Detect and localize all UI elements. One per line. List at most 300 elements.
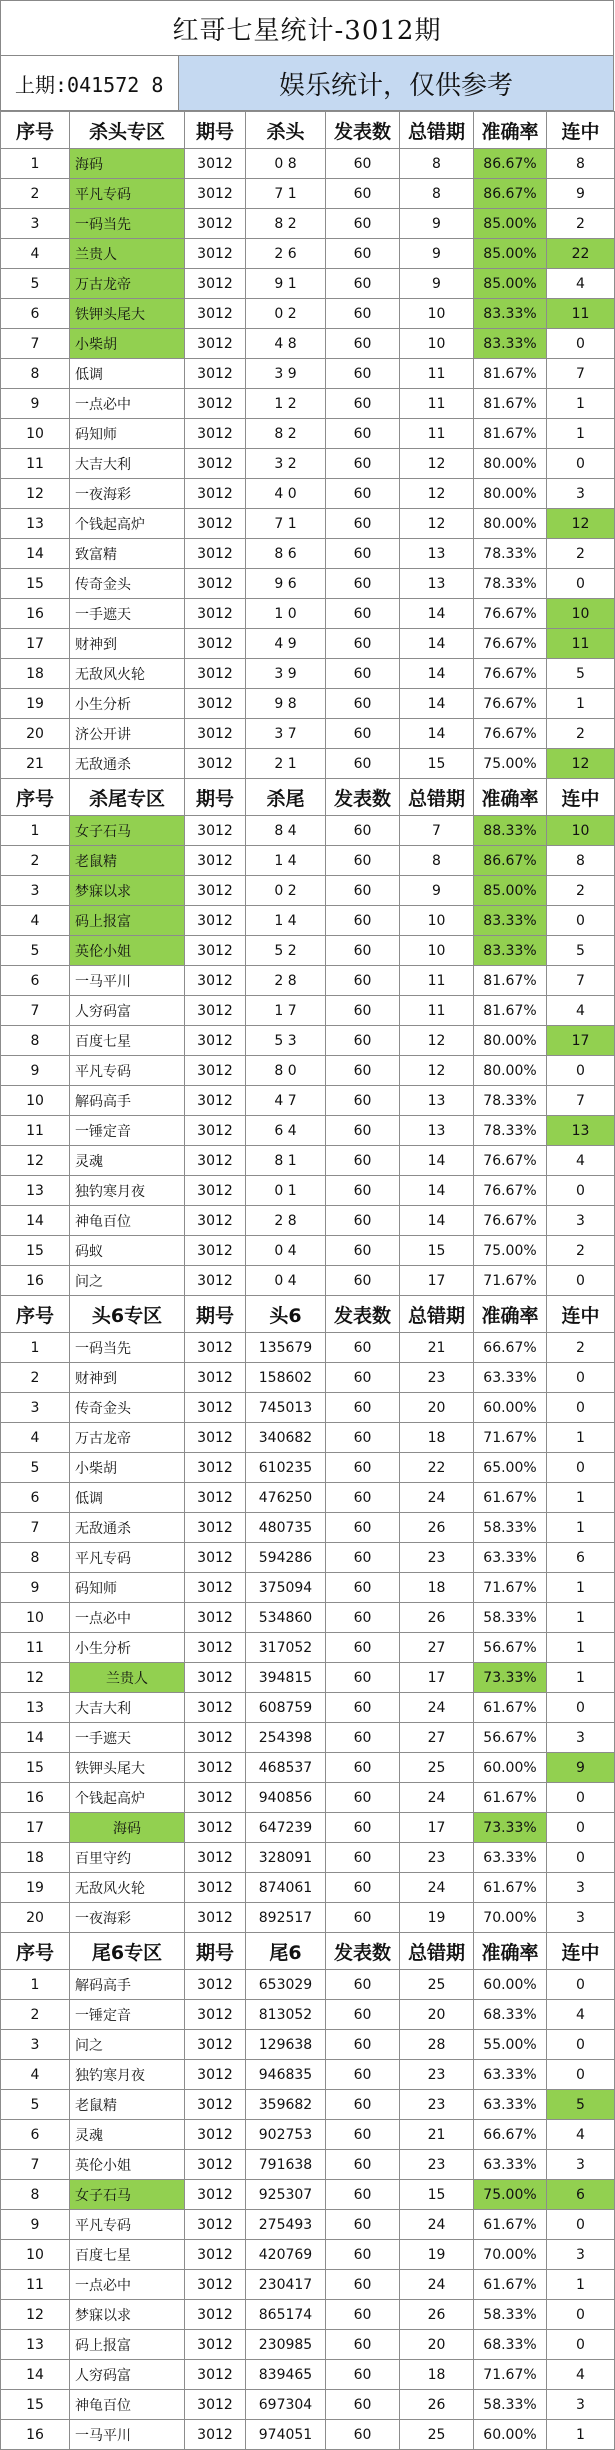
cell-miss: 14: [400, 659, 474, 689]
cell-rate: 66.67%: [474, 1333, 547, 1363]
cell-rate: 70.00%: [474, 1903, 547, 1933]
cell-value: 3 2: [246, 449, 326, 479]
cell-miss: 11: [400, 359, 474, 389]
cell-rate: 83.33%: [474, 299, 547, 329]
cell-rate: 81.67%: [474, 966, 547, 996]
cell-no: 16: [1, 2420, 70, 2450]
cell-value: 476250: [246, 1483, 326, 1513]
cell-rate: 61.67%: [474, 2210, 547, 2240]
cell-value: 1 4: [246, 906, 326, 936]
cell-no: 1: [1, 1333, 70, 1363]
cell-streak: 3: [547, 1903, 615, 1933]
table-row: [1, 1633, 615, 1663]
cell-period: 3012: [185, 1693, 246, 1723]
cell-value: 359682: [246, 2090, 326, 2120]
cell-streak: 0: [547, 449, 615, 479]
cell-value: 5 2: [246, 936, 326, 966]
section-header-row: [1, 112, 615, 149]
cell-value: 839465: [246, 2360, 326, 2390]
header-value: 杀尾: [246, 779, 326, 816]
cell-streak: 8: [547, 846, 615, 876]
cell-value: 653029: [246, 1970, 326, 2000]
table-row: [1, 1663, 615, 1693]
cell-period: 3012: [185, 1543, 246, 1573]
cell-no: 15: [1, 1236, 70, 1266]
cell-rate: 58.33%: [474, 2300, 547, 2330]
cell-name: 济公开讲: [70, 719, 185, 749]
cell-period: 3012: [185, 1116, 246, 1146]
cell-no: 4: [1, 2060, 70, 2090]
cell-count: 60: [326, 906, 400, 936]
cell-name: 个钱起高炉: [70, 1783, 185, 1813]
disclaimer-banner: 娱乐统计，仅供参考: [179, 56, 613, 110]
cell-no: 11: [1, 1116, 70, 1146]
table-row: [1, 2360, 615, 2390]
cell-value: 3 9: [246, 659, 326, 689]
cell-no: 18: [1, 659, 70, 689]
cell-miss: 21: [400, 2120, 474, 2150]
cell-miss: 17: [400, 1663, 474, 1693]
cell-count: 60: [326, 2150, 400, 2180]
cell-period: 3012: [185, 2270, 246, 2300]
cell-rate: 71.67%: [474, 2360, 547, 2390]
cell-count: 60: [326, 1056, 400, 1086]
cell-streak: 0: [547, 1783, 615, 1813]
cell-streak: 13: [547, 1116, 615, 1146]
cell-period: 3012: [185, 1146, 246, 1176]
cell-rate: 63.33%: [474, 2150, 547, 2180]
cell-value: 4 7: [246, 1086, 326, 1116]
cell-no: 10: [1, 419, 70, 449]
cell-miss: 18: [400, 1423, 474, 1453]
cell-rate: 80.00%: [474, 479, 547, 509]
table-row: [1, 966, 615, 996]
cell-no: 5: [1, 1453, 70, 1483]
table-row: [1, 2030, 615, 2060]
section-header-row: [1, 779, 615, 816]
cell-rate: 76.67%: [474, 599, 547, 629]
cell-count: 60: [326, 1393, 400, 1423]
cell-name: 百度七星: [70, 1026, 185, 1056]
cell-rate: 71.67%: [474, 1573, 547, 1603]
cell-rate: 61.67%: [474, 1693, 547, 1723]
cell-period: 3012: [185, 1483, 246, 1513]
cell-count: 60: [326, 2120, 400, 2150]
cell-name: 一夜海彩: [70, 1903, 185, 1933]
header-zone: 杀头专区: [70, 112, 185, 149]
cell-no: 4: [1, 1423, 70, 1453]
cell-period: 3012: [185, 749, 246, 779]
table-row: [1, 846, 615, 876]
cell-rate: 85.00%: [474, 209, 547, 239]
cell-value: 1 0: [246, 599, 326, 629]
table-row: [1, 359, 615, 389]
table-row: [1, 569, 615, 599]
table-row: [1, 1056, 615, 1086]
cell-value: 902753: [246, 2120, 326, 2150]
header-streak: 连中: [547, 1296, 615, 1333]
cell-name: 小柴胡: [70, 329, 185, 359]
cell-count: 60: [326, 569, 400, 599]
cell-name: 海码: [70, 1813, 185, 1843]
cell-streak: 0: [547, 2210, 615, 2240]
cell-streak: 3: [547, 2240, 615, 2270]
table-row: [1, 479, 615, 509]
cell-name: 平凡专码: [70, 1543, 185, 1573]
cell-period: 3012: [185, 1573, 246, 1603]
cell-value: 974051: [246, 2420, 326, 2450]
cell-period: 3012: [185, 1206, 246, 1236]
cell-name: 一点必中: [70, 2270, 185, 2300]
cell-miss: 24: [400, 2270, 474, 2300]
cell-period: 3012: [185, 2150, 246, 2180]
cell-name: 人穷码富: [70, 2360, 185, 2390]
cell-value: 394815: [246, 1663, 326, 1693]
cell-name: 低调: [70, 359, 185, 389]
cell-value: 925307: [246, 2180, 326, 2210]
cell-count: 60: [326, 1633, 400, 1663]
cell-value: 647239: [246, 1813, 326, 1843]
cell-name: 大吉大利: [70, 449, 185, 479]
cell-count: 60: [326, 1813, 400, 1843]
cell-rate: 78.33%: [474, 1086, 547, 1116]
cell-period: 3012: [185, 1813, 246, 1843]
cell-count: 60: [326, 1206, 400, 1236]
cell-value: 230985: [246, 2330, 326, 2360]
cell-count: 60: [326, 2060, 400, 2090]
table-row: [1, 1603, 615, 1633]
cell-period: 3012: [185, 419, 246, 449]
cell-miss: 15: [400, 749, 474, 779]
cell-value: 0 8: [246, 149, 326, 179]
cell-count: 60: [326, 719, 400, 749]
table-row: [1, 209, 615, 239]
cell-rate: 70.00%: [474, 2240, 547, 2270]
cell-streak: 0: [547, 1813, 615, 1843]
cell-streak: 0: [547, 1363, 615, 1393]
cell-rate: 68.33%: [474, 2330, 547, 2360]
cell-streak: 4: [547, 269, 615, 299]
cell-streak: 3: [547, 1723, 615, 1753]
cell-streak: 11: [547, 629, 615, 659]
cell-miss: 23: [400, 2060, 474, 2090]
cell-value: 610235: [246, 1453, 326, 1483]
cell-count: 60: [326, 239, 400, 269]
cell-miss: 24: [400, 1693, 474, 1723]
cell-count: 60: [326, 269, 400, 299]
cell-rate: 65.00%: [474, 1453, 547, 1483]
cell-miss: 19: [400, 2240, 474, 2270]
page-title: 红哥七星统计-3012期: [0, 0, 614, 56]
table-row: [1, 1453, 615, 1483]
table-row: [1, 1783, 615, 1813]
cell-period: 3012: [185, 629, 246, 659]
cell-count: 60: [326, 2390, 400, 2420]
cell-rate: 80.00%: [474, 509, 547, 539]
cell-streak: 0: [547, 569, 615, 599]
cell-count: 60: [326, 449, 400, 479]
cell-name: 个钱起高炉: [70, 509, 185, 539]
cell-rate: 76.67%: [474, 659, 547, 689]
table-row: [1, 719, 615, 749]
cell-name: 无敌通杀: [70, 749, 185, 779]
cell-name: 一手遮天: [70, 599, 185, 629]
cell-count: 60: [326, 539, 400, 569]
table-row: [1, 1573, 615, 1603]
cell-streak: 1: [547, 1663, 615, 1693]
cell-name: 平凡专码: [70, 1056, 185, 1086]
cell-streak: 3: [547, 2150, 615, 2180]
cell-value: 8 2: [246, 209, 326, 239]
cell-value: 697304: [246, 2390, 326, 2420]
cell-rate: 78.33%: [474, 1116, 547, 1146]
cell-period: 3012: [185, 449, 246, 479]
table-row: [1, 1026, 615, 1056]
cell-name: 英伦小姐: [70, 936, 185, 966]
cell-count: 60: [326, 1663, 400, 1693]
cell-name: 神龟百位: [70, 2390, 185, 2420]
cell-streak: 1: [547, 419, 615, 449]
cell-streak: 5: [547, 659, 615, 689]
cell-no: 12: [1, 2300, 70, 2330]
cell-miss: 11: [400, 389, 474, 419]
cell-period: 3012: [185, 1843, 246, 1873]
cell-value: 892517: [246, 1903, 326, 1933]
cell-name: 平凡专码: [70, 2210, 185, 2240]
cell-period: 3012: [185, 1723, 246, 1753]
cell-streak: 8: [547, 149, 615, 179]
cell-period: 3012: [185, 1176, 246, 1206]
cell-miss: 27: [400, 1723, 474, 1753]
cell-rate: 60.00%: [474, 1970, 547, 2000]
header-count: 发表数: [326, 779, 400, 816]
cell-miss: 23: [400, 1363, 474, 1393]
cell-period: 3012: [185, 1873, 246, 1903]
cell-value: 230417: [246, 2270, 326, 2300]
stats-table-body: [1, 112, 615, 2450]
cell-count: 60: [326, 389, 400, 419]
cell-miss: 10: [400, 329, 474, 359]
cell-name: 码蚁: [70, 1236, 185, 1266]
cell-count: 60: [326, 1266, 400, 1296]
cell-value: 745013: [246, 1393, 326, 1423]
cell-value: 4 9: [246, 629, 326, 659]
cell-value: 4 0: [246, 479, 326, 509]
cell-rate: 56.67%: [474, 1723, 547, 1753]
header-streak: 连中: [547, 779, 615, 816]
cell-miss: 8: [400, 149, 474, 179]
cell-count: 60: [326, 1970, 400, 2000]
cell-rate: 71.67%: [474, 1423, 547, 1453]
table-row: [1, 2180, 615, 2210]
cell-no: 16: [1, 599, 70, 629]
cell-streak: 9: [547, 1753, 615, 1783]
cell-value: 480735: [246, 1513, 326, 1543]
cell-period: 3012: [185, 2420, 246, 2450]
cell-miss: 23: [400, 2150, 474, 2180]
cell-count: 60: [326, 2180, 400, 2210]
cell-name: 解码高手: [70, 1970, 185, 2000]
cell-period: 3012: [185, 1056, 246, 1086]
cell-period: 3012: [185, 816, 246, 846]
cell-value: 0 2: [246, 876, 326, 906]
table-row: [1, 509, 615, 539]
cell-name: 小生分析: [70, 689, 185, 719]
cell-rate: 58.33%: [474, 2390, 547, 2420]
cell-no: 20: [1, 719, 70, 749]
cell-period: 3012: [185, 1393, 246, 1423]
cell-streak: 7: [547, 359, 615, 389]
header-rate: 准确率: [474, 112, 547, 149]
cell-rate: 83.33%: [474, 329, 547, 359]
cell-streak: 1: [547, 1633, 615, 1663]
header-rate: 准确率: [474, 779, 547, 816]
cell-streak: 2: [547, 1333, 615, 1363]
cell-value: 8 0: [246, 1056, 326, 1086]
cell-value: 328091: [246, 1843, 326, 1873]
cell-period: 3012: [185, 1663, 246, 1693]
cell-rate: 75.00%: [474, 749, 547, 779]
cell-no: 9: [1, 1573, 70, 1603]
cell-streak: 0: [547, 1693, 615, 1723]
cell-count: 60: [326, 1483, 400, 1513]
cell-rate: 75.00%: [474, 1236, 547, 1266]
cell-miss: 14: [400, 599, 474, 629]
cell-no: 11: [1, 2270, 70, 2300]
cell-no: 14: [1, 1723, 70, 1753]
cell-streak: 2: [547, 539, 615, 569]
cell-streak: 10: [547, 599, 615, 629]
cell-value: 7 1: [246, 179, 326, 209]
cell-period: 3012: [185, 1513, 246, 1543]
cell-period: 3012: [185, 179, 246, 209]
section-header-row: [1, 1296, 615, 1333]
cell-streak: 12: [547, 749, 615, 779]
cell-count: 60: [326, 996, 400, 1026]
cell-value: 1 7: [246, 996, 326, 1026]
cell-streak: 3: [547, 479, 615, 509]
table-row: [1, 449, 615, 479]
cell-count: 60: [326, 966, 400, 996]
cell-count: 60: [326, 1573, 400, 1603]
cell-miss: 20: [400, 2000, 474, 2030]
cell-miss: 12: [400, 449, 474, 479]
cell-miss: 10: [400, 299, 474, 329]
cell-period: 3012: [185, 1453, 246, 1483]
cell-rate: 85.00%: [474, 239, 547, 269]
cell-streak: 0: [547, 2030, 615, 2060]
cell-no: 13: [1, 509, 70, 539]
cell-period: 3012: [185, 509, 246, 539]
cell-value: 0 4: [246, 1266, 326, 1296]
cell-count: 60: [326, 749, 400, 779]
header-zone: 杀尾专区: [70, 779, 185, 816]
cell-streak: 17: [547, 1026, 615, 1056]
cell-miss: 26: [400, 2390, 474, 2420]
cell-miss: 27: [400, 1633, 474, 1663]
cell-period: 3012: [185, 299, 246, 329]
cell-count: 60: [326, 689, 400, 719]
cell-no: 7: [1, 329, 70, 359]
cell-rate: 88.33%: [474, 816, 547, 846]
cell-rate: 86.67%: [474, 179, 547, 209]
cell-name: 梦寐以求: [70, 876, 185, 906]
table-row: [1, 936, 615, 966]
cell-no: 20: [1, 1903, 70, 1933]
cell-rate: 83.33%: [474, 936, 547, 966]
cell-miss: 11: [400, 966, 474, 996]
cell-miss: 12: [400, 1026, 474, 1056]
cell-rate: 63.33%: [474, 2060, 547, 2090]
cell-no: 3: [1, 1393, 70, 1423]
cell-rate: 63.33%: [474, 1843, 547, 1873]
cell-count: 60: [326, 1783, 400, 1813]
cell-name: 传奇金头: [70, 569, 185, 599]
cell-no: 8: [1, 1543, 70, 1573]
cell-name: 致富精: [70, 539, 185, 569]
cell-name: 百里守约: [70, 1843, 185, 1873]
cell-streak: 1: [547, 1603, 615, 1633]
cell-miss: 13: [400, 539, 474, 569]
header-miss: 总错期: [400, 1296, 474, 1333]
cell-no: 13: [1, 1693, 70, 1723]
cell-streak: 3: [547, 1873, 615, 1903]
cell-period: 3012: [185, 2300, 246, 2330]
cell-count: 60: [326, 479, 400, 509]
cell-streak: 1: [547, 389, 615, 419]
cell-miss: 26: [400, 1513, 474, 1543]
cell-no: 2: [1, 1363, 70, 1393]
cell-value: 135679: [246, 1333, 326, 1363]
table-row: [1, 2210, 615, 2240]
table-row: [1, 269, 615, 299]
cell-count: 60: [326, 1116, 400, 1146]
cell-name: 女子石马: [70, 2180, 185, 2210]
cell-no: 15: [1, 569, 70, 599]
cell-streak: 3: [547, 2390, 615, 2420]
cell-miss: 17: [400, 1266, 474, 1296]
cell-period: 3012: [185, 906, 246, 936]
table-row: [1, 1116, 615, 1146]
cell-value: 340682: [246, 1423, 326, 1453]
cell-count: 60: [326, 629, 400, 659]
cell-streak: 1: [547, 689, 615, 719]
cell-miss: 25: [400, 2420, 474, 2450]
cell-period: 3012: [185, 1086, 246, 1116]
cell-miss: 28: [400, 2030, 474, 2060]
header-value: 头6: [246, 1296, 326, 1333]
header-value: 尾6: [246, 1933, 326, 1970]
cell-count: 60: [326, 659, 400, 689]
info-row: [0, 56, 614, 111]
cell-rate: 58.33%: [474, 1603, 547, 1633]
table-row: [1, 1543, 615, 1573]
cell-period: 3012: [185, 239, 246, 269]
cell-count: 60: [326, 1693, 400, 1723]
cell-miss: 18: [400, 2360, 474, 2390]
cell-no: 9: [1, 389, 70, 419]
cell-count: 60: [326, 1603, 400, 1633]
header-miss: 总错期: [400, 779, 474, 816]
cell-name: 解码高手: [70, 1086, 185, 1116]
header-period: 期号: [185, 112, 246, 149]
cell-rate: 56.67%: [474, 1633, 547, 1663]
cell-value: 2 8: [246, 1206, 326, 1236]
cell-period: 3012: [185, 2330, 246, 2360]
header-count: 发表数: [326, 1296, 400, 1333]
cell-streak: 0: [547, 1970, 615, 2000]
cell-value: 2 6: [246, 239, 326, 269]
